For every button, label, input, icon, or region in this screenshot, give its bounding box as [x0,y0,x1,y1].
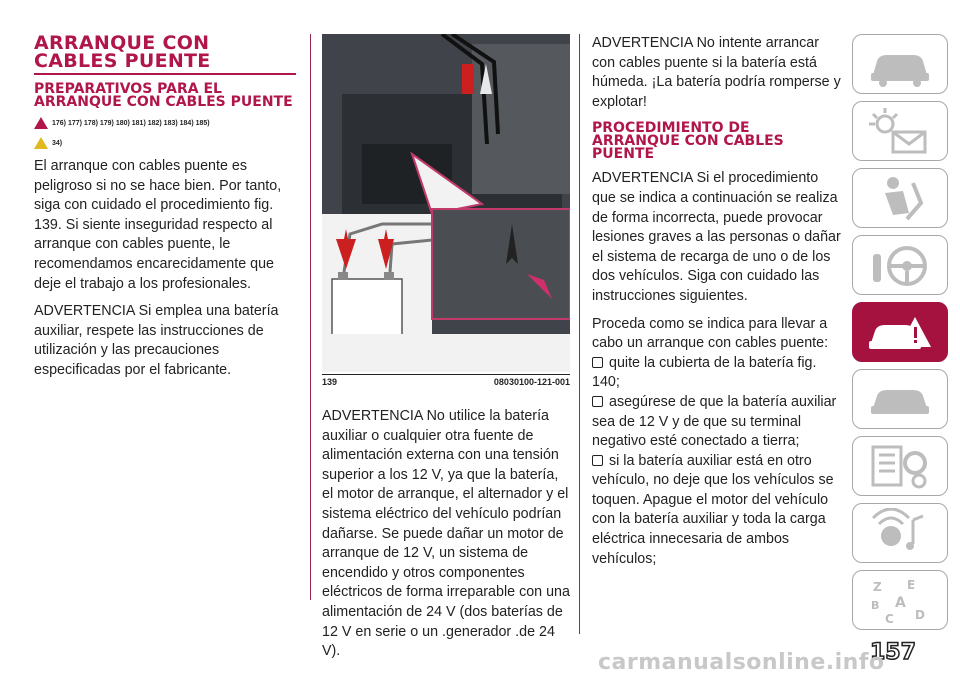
svg-text:A: A [895,595,906,611]
note-icon [34,137,48,149]
seat-safety-icon [863,173,937,223]
figure-jump-start [322,34,570,372]
checkbox-bullet-icon [592,396,603,407]
section-heading: PREPARATIVOS PARA EL ARRANQUE CON CABLES PUENTE [34,81,293,110]
nav-seat-safety[interactable] [852,168,948,228]
nav-emergency[interactable] [852,302,948,362]
column-divider [310,34,311,600]
nav-lights-warning[interactable] [852,101,948,161]
nav-multimedia[interactable] [852,503,948,563]
watermark: carmanualsonline.info [598,650,885,675]
nav-specifications[interactable] [852,436,948,496]
list-item: si la batería auxiliar está en otro vehículo, no deje que los vehículos se toquen. Apague el motor del vehículo con la batería auxiliar y toda la carga eléctrica innecesaria de ambos vehículos; [592,452,834,567]
note-refs-text: 34) [52,139,63,147]
figure-code: 08030100-121-001 [493,377,570,387]
specifications-icon [863,441,937,491]
checkbox-bullet-icon [592,455,603,466]
procedure-heading: PROCEDIMIENTO DE ARRANQUE CON CABLES PUENTE [592,120,784,163]
warning-refs-text: 176) 177) 178) 179) 180) 181) 182) 183) 184) 185) [52,119,210,127]
car-maintenance-icon [863,374,937,424]
multimedia-icon [863,508,937,558]
page-title-line1: ARRANQUE CON [34,32,210,54]
warning-paragraph: ADVERTENCIA Si emplea una batería auxiliar, respete las instrucciones de utilización y las precauciones especificadas por el fabricante. [34,303,279,378]
car-dashboard-icon [863,39,937,89]
right-column [592,34,842,569]
list-item: quite la cubierta de la batería fig. 140; [592,354,817,391]
procedure-intro: Proceda como se indica para llevar a cabo un arranque con cables puente: [592,315,829,352]
title-divider [34,73,296,75]
lights-warning-icon [863,106,937,156]
wet-battery-warning: ADVERTENCIA No intente arrancar con cables puente si la batería está húmeda. ¡La batería podría romperse y explotar! [592,35,841,110]
nav-steering-wheel[interactable] [852,235,948,295]
svg-text:C: C [885,612,894,625]
warning-icon [34,117,48,129]
voltage-warning-paragraph: ADVERTENCIA No utilice la batería auxiliar o cualquier otra fuente de alimentación externa con una tensión superior a los 12 V, ya que la batería, el motor de arranque, el alternador y el sistema eléctrico del vehículo podrían dañarse. Se puede dañar un motor de arranque de 12 V, un sistema de encendido y otros componentes eléctricos de forma irreparable con una alimentación de 24 V (dos baterías de 12 V en serie o un .generador .de 24 V). [322,408,570,660]
left-column [34,34,302,381]
nav-car-dashboard[interactable] [852,34,948,94]
svg-text:D: D [915,608,925,622]
note-references [34,137,302,149]
nav-car-maintenance[interactable] [852,369,948,429]
emergency-icon [863,307,937,357]
svg-text:E: E [907,578,916,592]
warning-references [34,117,302,129]
figure-caption [322,374,570,387]
intro-paragraph: El arranque con cables puente es peligroso si no se hace bien. Por tanto, siga con cuidado el procedimiento fig. 139. Si siente inseguridad respecto al arranque con cables puente, le recomendamos encarecidamente que deje el trabajo a los profesionales. [34,158,282,292]
nav-index[interactable] [852,570,948,630]
index-icon [863,575,937,625]
page-number: 157 [870,640,916,665]
figure-number: 139 [322,377,338,387]
middle-column [322,34,570,662]
column-divider [579,34,580,634]
page-title-line2: CABLES PUENTE [34,50,211,72]
svg-text:B: B [871,599,880,612]
procedure-warning: ADVERTENCIA Si el procedimiento que se indica a continuación se realiza de forma incorrecta, puede provocar lesiones graves a las personas o dañar el sistema de recarga de uno o de los dos vehículos. Siga con cuidado las instrucciones siguientes. [592,170,841,304]
checkbox-bullet-icon [592,357,603,368]
steering-wheel-icon [863,240,937,290]
jump-start-illustration [322,34,570,372]
svg-text:Z: Z [873,580,882,594]
list-item: asegúrese de que la batería auxiliar sea de 12 V y de que su terminal negativo esté conectado a tierra; [592,393,837,450]
